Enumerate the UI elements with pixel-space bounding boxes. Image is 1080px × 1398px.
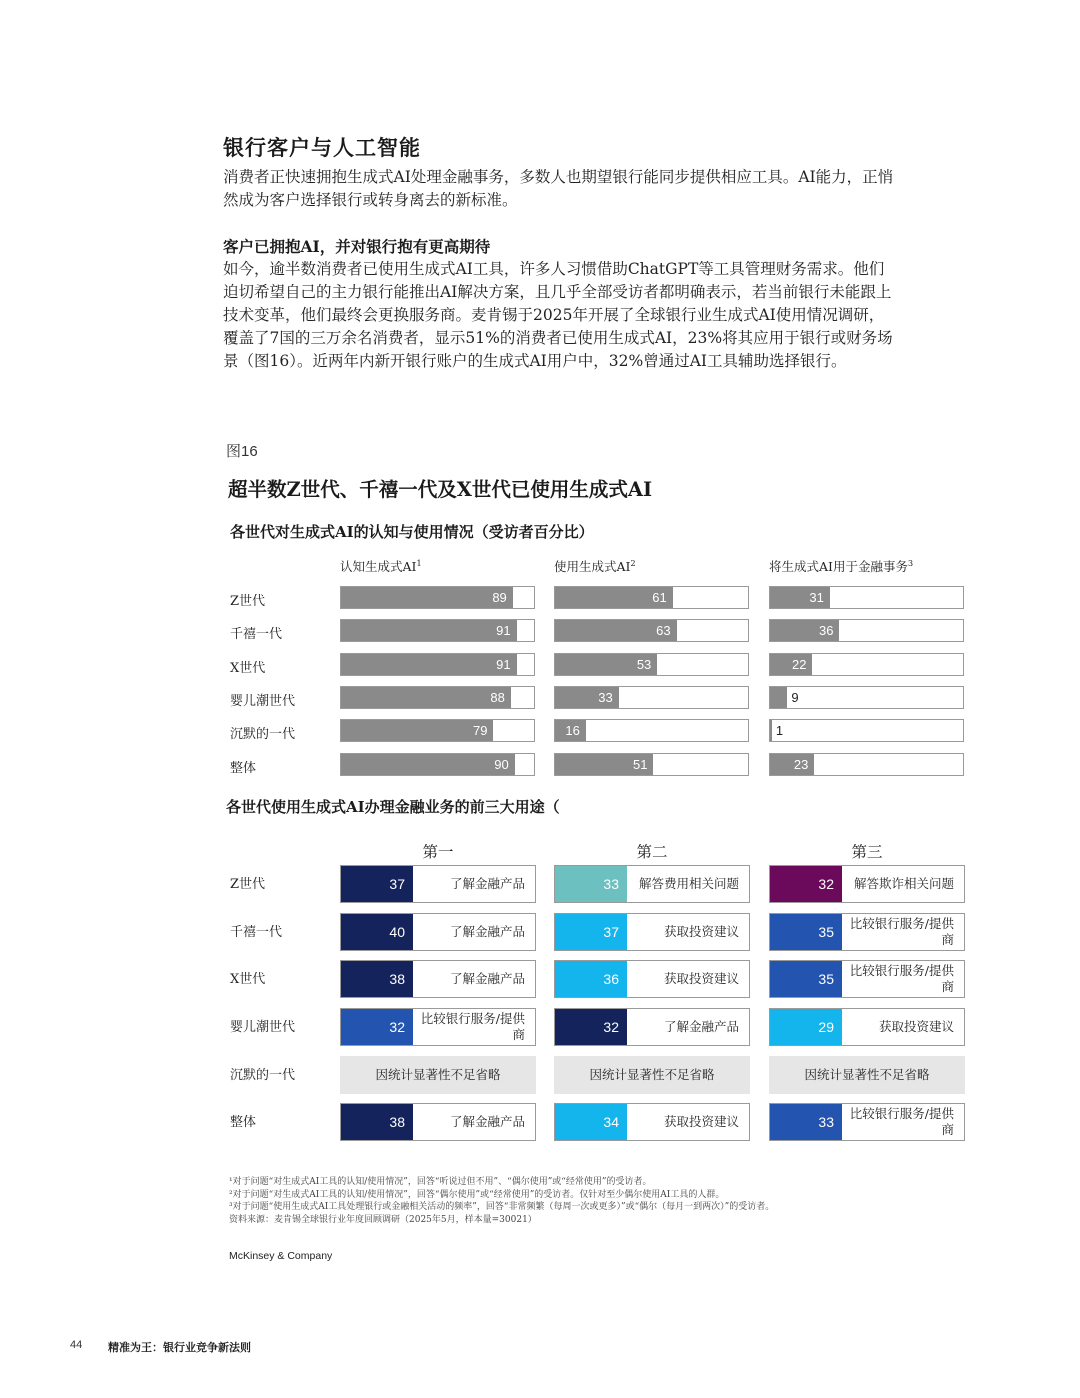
table-cell (554, 960, 750, 998)
table-cell (340, 1008, 536, 1046)
figure-title: 超半数Z世代、千禧一代及X世代已使用生成式AI (228, 478, 653, 501)
bar-track (554, 619, 749, 642)
value-badge: 35 (770, 914, 842, 950)
use-label: 获取投资建议 (663, 1114, 739, 1129)
row-label: 整体 (230, 1115, 257, 1130)
use-label: 了解金融产品 (663, 1019, 739, 1034)
table-cell (554, 1103, 750, 1141)
bar-value-label: 91 (496, 657, 511, 672)
bar-value-label: 90 (494, 757, 509, 772)
bar-value-label: 88 (490, 690, 505, 705)
section-title: 银行客户与人工智能 (223, 135, 421, 160)
bar-value-label: 22 (792, 657, 807, 672)
awareness-usage-title: 各世代对生成式AI的认知与使用情况（受访者百分比） (230, 523, 594, 541)
table-cell (554, 865, 750, 903)
bar-track (340, 719, 535, 742)
use-label: 比较银行服务/提供商 (420, 1011, 525, 1042)
column-header: 第一 (422, 843, 454, 861)
value-badge: 37 (341, 866, 413, 902)
column-header: 第三 (851, 843, 883, 861)
table-cell (769, 1056, 965, 1094)
table-cell (340, 865, 536, 903)
bar-track (769, 619, 964, 642)
column-header: 认知生成式$AI^1$ (340, 558, 422, 574)
body-paragraph: 如今，逾半数消费者已使用生成式AI工具，许多人习惯借助ChatGPT等工具管理财务需求。他们迫切希望自己的主力银行能推出AI解决方案，且几乎全部受访者都明确表示，若当前银行未能跟上技术变革，他们最终会更换服务商。麦肯锡于2025年开展了全球银行业生成式AI使用情况调研，覆盖了7国的三万余名消费者，显示51%的消费者已使用生成式AI，23%将其应用于银行或财务场景（图16）。近两年内新开银行账户的生成式AI用户中，32%曾通过AI工具辅助选择银行。 (223, 260, 893, 370)
table-cell (769, 1103, 965, 1141)
omitted-note: 因统计显著性不足省略 (804, 1067, 930, 1082)
table-cell (769, 1008, 965, 1046)
bar (770, 687, 787, 708)
brand-label: McKinsey & Company (229, 1250, 333, 1262)
table-cell (769, 865, 965, 903)
bar-track (554, 753, 749, 776)
table-cell (340, 1056, 536, 1094)
bar (341, 720, 493, 741)
running-title: 精准为王：银行业竞争新法则 (108, 1341, 251, 1354)
omitted-note: 因统计显著性不足省略 (375, 1067, 501, 1082)
value-badge: 34 (555, 1104, 627, 1140)
footnote-marker: 1 (416, 558, 422, 568)
bar (341, 754, 515, 775)
bar-value-label: 23 (793, 757, 809, 772)
value-badge: 33 (770, 1104, 842, 1140)
bar (341, 587, 513, 608)
figure-label: 图16 (226, 443, 258, 460)
table-cell (554, 1056, 750, 1094)
bar-track (340, 619, 535, 642)
bar-track (340, 753, 535, 776)
bar-value-label: 53 (636, 657, 652, 672)
footnote: ¹对于问题“对生成式AI工具的认知/使用情况”，回答“听说过但不用”、“偶尔使用”或“经常使用”的受访者。 (229, 1177, 652, 1187)
row-label: Z世代 (230, 877, 266, 892)
bar-track (769, 686, 964, 709)
page-number: 44 (70, 1339, 83, 1351)
bar-track (554, 586, 749, 609)
table-cell (340, 960, 536, 998)
use-label: 了解金融产品 (449, 924, 525, 939)
bar-track (340, 653, 535, 676)
use-label: 解答欺诈相关问题 (853, 876, 954, 891)
sub-heading: 客户已拥抱AI，并对银行抱有更高期待 (223, 237, 491, 256)
bar-value-label: 9 (791, 690, 799, 705)
footnote: ³对于问题“使用生成式AI工具处理银行或金融相关活动的频率”，回答“非常频繁（每周一次或更多）”或“偶尔（每月一到两次）”的受访者。 (229, 1202, 775, 1212)
bar-track (554, 719, 749, 742)
row-label: 整体 (230, 761, 257, 776)
bar-value-label: 91 (496, 623, 511, 638)
intro-paragraph: 消费者正快速拥抱生成式AI处理金融事务，多数人也期望银行能同步提供相应工具。AI能力，正悄然成为客户选择银行或转身离去的新标准。 (223, 168, 894, 209)
use-label: 比较银行服务/提供商 (849, 963, 954, 994)
bar (341, 654, 517, 675)
bar-value-label: 61 (652, 590, 667, 605)
bar (341, 687, 511, 708)
bar-track (340, 586, 535, 609)
value-badge: 38 (341, 1104, 413, 1140)
table-cell (554, 913, 750, 951)
use-label: 了解金融产品 (449, 971, 525, 986)
value-badge: 38 (341, 961, 413, 997)
value-badge: 29 (770, 1009, 842, 1045)
row-label: 千禧一代 (230, 627, 283, 642)
value-badge: 32 (770, 866, 842, 902)
bar-track (769, 719, 964, 742)
bar-track (554, 653, 749, 676)
omitted-note: 因统计显著性不足省略 (589, 1067, 715, 1082)
row-label: 沉默的一代 (230, 1068, 296, 1083)
use-label: 了解金融产品 (449, 876, 525, 891)
use-label: 获取投资建议 (878, 1019, 954, 1034)
value-badge: 32 (341, 1009, 413, 1045)
value-badge: 33 (555, 866, 627, 902)
value-badge: 32 (555, 1009, 627, 1045)
bar-value-label: 79 (473, 723, 488, 738)
footnotes (229, 1176, 869, 1226)
use-label: 获取投资建议 (663, 924, 739, 939)
footnote-marker: 2 (630, 558, 636, 568)
row-label: 沉默的一代 (230, 727, 296, 742)
bar-value-label: 51 (632, 757, 648, 772)
bar-track (769, 753, 964, 776)
use-label: 了解金融产品 (449, 1114, 525, 1129)
table-cell (769, 960, 965, 998)
bar (341, 620, 517, 641)
bar-value-label: 89 (492, 590, 507, 605)
bar-value-label: 63 (656, 623, 671, 638)
value-badge: 35 (770, 961, 842, 997)
bar-value-label: 1 (775, 723, 784, 738)
table-cell (340, 913, 536, 951)
use-label: 比较银行服务/提供商 (849, 1106, 954, 1137)
value-badge: 37 (555, 914, 627, 950)
row-label: X世代 (230, 972, 266, 987)
bar-value-label: 36 (819, 623, 834, 638)
bar-track (340, 686, 535, 709)
value-badge: 36 (555, 961, 627, 997)
row-label: 婴儿潮世代 (230, 694, 296, 709)
column-header: 使用生成式$AI^2$ (554, 558, 636, 574)
footnote-marker: 3 (907, 558, 914, 568)
table-cell (340, 1103, 536, 1141)
bar-value-label: 16 (565, 723, 580, 738)
table-cell (769, 913, 965, 951)
table-cell (554, 1008, 750, 1046)
use-label: 获取投资建议 (663, 971, 739, 986)
use-label: 解答费用相关问题 (638, 876, 739, 891)
bar-value-label: 33 (598, 690, 613, 705)
bar (770, 720, 772, 741)
top-uses-title: 各世代使用生成式AI办理金融业务的前三大用途（ (226, 798, 560, 816)
column-header: 将生成式AI用于金融事务$^3$ (769, 558, 914, 574)
value-badge: 40 (341, 914, 413, 950)
row-label: 婴儿潮世代 (230, 1020, 296, 1035)
bar-track (769, 653, 964, 676)
row-label: 千禧一代 (230, 925, 283, 940)
bar-value-label: 31 (809, 590, 824, 605)
row-label: Z世代 (230, 594, 266, 609)
use-label: 比较银行服务/提供商 (849, 916, 954, 947)
footnote: ²对于问题“对生成式AI工具的认知/使用情况”，回答“偶尔使用”或“经常使用”的受访者。仅针对至少偶尔使用AI工具的人群。 (229, 1189, 725, 1200)
bar-track (554, 686, 749, 709)
source-note: 资料来源：麦肯锡全球银行业年度回顾调研（2025年5月，样本量=30021） (229, 1214, 537, 1225)
bar-track (769, 586, 964, 609)
row-label: X世代 (230, 661, 266, 676)
column-header: 第二 (636, 843, 668, 861)
